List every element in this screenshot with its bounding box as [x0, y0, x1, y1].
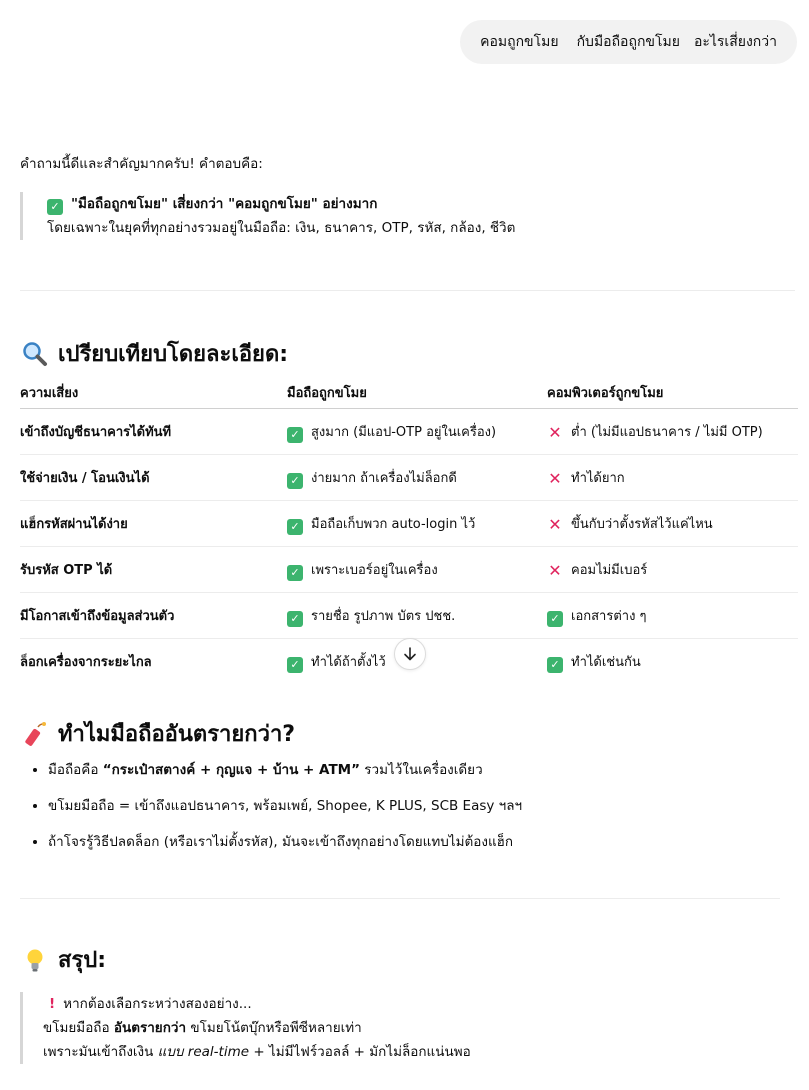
cell-pc: [547, 455, 798, 501]
scroll-down-button[interactable]: [394, 638, 426, 670]
divider: [20, 898, 780, 899]
list-item: • ขโมยมือถือ = เข้าถึงแอปธนาคาร, พร้อมเพย์, Shopee, K PLUS, SCB Easy ฯลฯ: [48, 788, 522, 824]
answer-line2: โดยเฉพาะในยุคที่ทุกอย่างรวมอยู่ในมือถือ: เงิน, ธนาคาร, OTP, รหัส, กล้อง, ชีวิต: [47, 220, 516, 236]
cell-pc: [547, 409, 798, 455]
list-item: [48, 752, 522, 788]
check-icon: ✓: [287, 427, 303, 443]
check-icon: ✓: [547, 657, 563, 673]
check-icon: ✓: [287, 473, 303, 489]
summary-line3-row: [43, 1040, 471, 1064]
cell-pc-text: ขึ้นกับว่าตั้งรหัสไว้แค่ไหน: [571, 517, 713, 532]
summary-quote: [20, 992, 471, 1064]
cell-phone-text: มือถือเก็บพวก auto-login ไว้: [311, 516, 476, 532]
summary-heading: [22, 942, 106, 977]
exclamation-icon: !: [49, 996, 56, 1012]
arrow-down-icon: [402, 646, 418, 662]
table-row: [20, 455, 798, 501]
cell-risk: ล็อกเครื่องจากระยะไกล: [20, 655, 152, 670]
answer-line1: "มือถือถูกขโมย" เสี่ยงกว่า "คอมถูกขโมย" อย่างมาก: [71, 196, 378, 212]
cell-phone: [287, 501, 547, 547]
cell-risk: แฮ็กรหัสผ่านได้ง่าย: [20, 501, 287, 547]
divider: [20, 290, 795, 291]
firecracker-icon: [22, 721, 48, 747]
user-message-bubble: [460, 20, 797, 64]
summary-line1-row: [43, 992, 471, 1016]
table-row: [20, 547, 798, 593]
cell-phone-text: ทำได้ถ้าตั้งไว้: [311, 654, 386, 670]
cell-phone-text: รายชื่อ รูปภาพ บัตร ปชช.: [311, 608, 456, 624]
why-heading-text: ทำไมมือถืออันตรายกว่า?: [58, 722, 296, 747]
cell-pc: [547, 501, 798, 547]
header-pc: คอมพิวเตอร์ถูกขโมย: [547, 376, 798, 409]
check-icon: ✓: [287, 565, 303, 581]
cell-pc: [547, 639, 798, 685]
cell-risk: ใช้จ่ายเงิน / โอนเงินได้: [20, 455, 287, 501]
cross-icon: ✕: [548, 561, 562, 580]
cell-pc-text: ทำได้เช่นกัน: [571, 654, 641, 670]
check-icon: ✓: [287, 519, 303, 535]
check-icon: ✓: [287, 611, 303, 627]
cell-pc-text: คอมไม่มีเบอร์: [571, 563, 648, 578]
check-icon: ✓: [547, 611, 563, 627]
summary-line3-pre: เพราะมันเข้าถึงเงิน: [43, 1044, 158, 1060]
cell-phone-text: สูงมาก (มีแอป-OTP อยู่ในเครื่อง): [311, 424, 497, 440]
header-phone: มือถือถูกขโมย: [287, 376, 547, 409]
cell-phone: [287, 409, 547, 455]
answer-line1-row: [47, 192, 515, 216]
compare-heading: [22, 336, 288, 371]
answer-quote: [20, 192, 515, 240]
summary-line2-bold: อันตรายกว่า: [113, 1020, 187, 1036]
cell-phone-text: ง่ายมาก ถ้าเครื่องไม่ล็อกดี: [311, 470, 457, 486]
table-row: [20, 593, 798, 639]
cell-pc-text: ทำได้ยาก: [571, 471, 625, 486]
check-icon: ✓: [47, 199, 63, 215]
cell-pc-text: เอกสารต่าง ๆ: [571, 608, 647, 624]
cross-icon: ✕: [548, 423, 562, 442]
check-icon: ✓: [287, 657, 303, 673]
cell-pc: [547, 547, 798, 593]
table-row: [20, 409, 798, 455]
summary-line3-italic: แบบ real-time: [157, 1044, 250, 1060]
cell-risk: เข้าถึงบัญชีธนาคารได้ทันที: [20, 409, 287, 455]
user-message-part3: อะไรเสี่ยงกว่า: [693, 34, 777, 50]
cell-pc: [547, 593, 798, 639]
why-heading: [22, 716, 295, 751]
summary-line2-row: [43, 1016, 471, 1040]
summary-heading-text: สรุป:: [58, 948, 107, 973]
table-row: [20, 501, 798, 547]
cell-risk: รับรหัส OTP ได้: [20, 547, 287, 593]
summary-line2-pre: ขโมยมือถือ: [43, 1020, 114, 1036]
cell-risk: มีโอกาสเข้าถึงข้อมูลส่วนตัว: [20, 593, 287, 639]
bullet1-bold: “กระเป๋าสตางค์ + กุญแจ + บ้าน + ATM”: [102, 762, 360, 778]
bullet1-post: รวมไว้ในเครื่องเดียว: [359, 762, 483, 778]
bullet1-pre: มือถือคือ: [48, 762, 103, 778]
summary-line2-post: ขโมยโน้ตบุ๊กหรือพีซีหลายเท่า: [186, 1020, 362, 1036]
list-item: • ถ้าโจรรู้วิธีปลดล็อก (หรือเราไม่ตั้งรหัส), มันจะเข้าถึงทุกอย่างโดยแทบไม่ต้องแฮ็ก: [48, 824, 522, 860]
cell-phone: [287, 455, 547, 501]
cross-icon: ✕: [548, 515, 562, 534]
user-message-part1: คอมถูกขโมย: [480, 34, 559, 50]
summary-line3-post: + ไม่มีไฟร์วอลล์ + มักไม่ล็อกแน่นพอ: [249, 1044, 471, 1060]
cross-icon: ✕: [548, 469, 562, 488]
header-risk: ความเสี่ยง: [20, 376, 287, 409]
compare-heading-text: เปรียบเทียบโดยละเอียด:: [58, 342, 289, 367]
cell-pc-text: ต่ำ (ไม่มีแอปธนาคาร / ไม่มี OTP): [571, 425, 763, 440]
reasons-list: [26, 752, 522, 860]
user-message-part2: กับมือถือถูกขโมย: [576, 34, 680, 50]
table-header-row: [20, 376, 798, 409]
summary-line1: หากต้องเลือกระหว่างสองอย่าง...: [63, 996, 252, 1012]
cell-phone-text: เพราะเบอร์อยู่ในเครื่อง: [311, 562, 438, 578]
cell-phone: [287, 593, 547, 639]
lightbulb-icon: [22, 947, 48, 973]
intro-text: คำถามนี้ดีและสำคัญมากครับ! คำตอบคือ:: [20, 156, 263, 172]
cell-phone: [287, 547, 547, 593]
magnifier-icon: [22, 341, 48, 367]
